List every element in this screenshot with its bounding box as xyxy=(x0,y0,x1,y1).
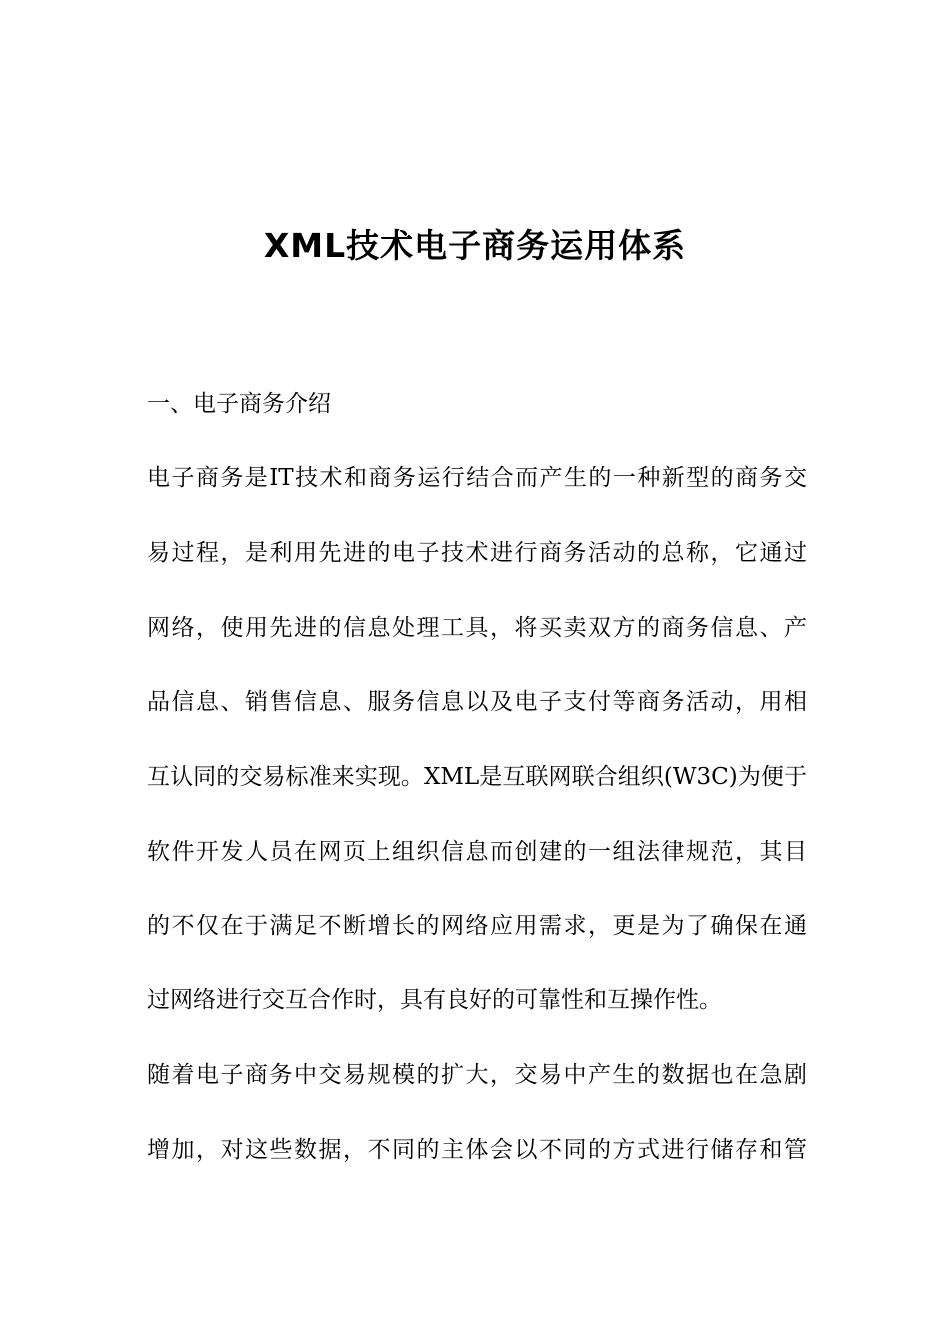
section-heading: 一、电子商务介绍 xyxy=(147,391,331,417)
paragraph-line: 过网络进行交互合作时，具有良好的可靠性和互操作性。 xyxy=(147,987,722,1013)
paragraph-line: 电子商务是IT技术和商务运行结合而产生的一种新型的商务交 xyxy=(147,465,807,491)
paragraph-line: 网络，使用先进的信息处理工具，将买卖双方的商务信息、产 xyxy=(147,615,807,641)
paragraph-line: 易过程，是利用先进的电子技术进行商务活动的总称，它通过 xyxy=(147,540,807,566)
paragraph-line: 互认同的交易标准来实现。XML是互联网联合组织(W3C)为便于 xyxy=(147,764,807,790)
paragraph-line: 软件开发人员在网页上组织信息而创建的一组法律规范，其目 xyxy=(147,839,807,865)
paragraph-line: 的不仅在于满足不断增长的网络应用需求，更是为了确保在通 xyxy=(147,913,807,939)
paragraph-line: 增加，对这些数据，不同的主体会以不同的方式进行储存和管 xyxy=(147,1137,807,1163)
paragraph-line: 随着电子商务中交易规模的扩大，交易中产生的数据也在急剧 xyxy=(147,1062,807,1088)
page-title: XML技术电子商务运用体系 xyxy=(263,226,687,265)
paragraph-line: 品信息、销售信息、服务信息以及电子支付等商务活动，用相 xyxy=(147,689,807,715)
